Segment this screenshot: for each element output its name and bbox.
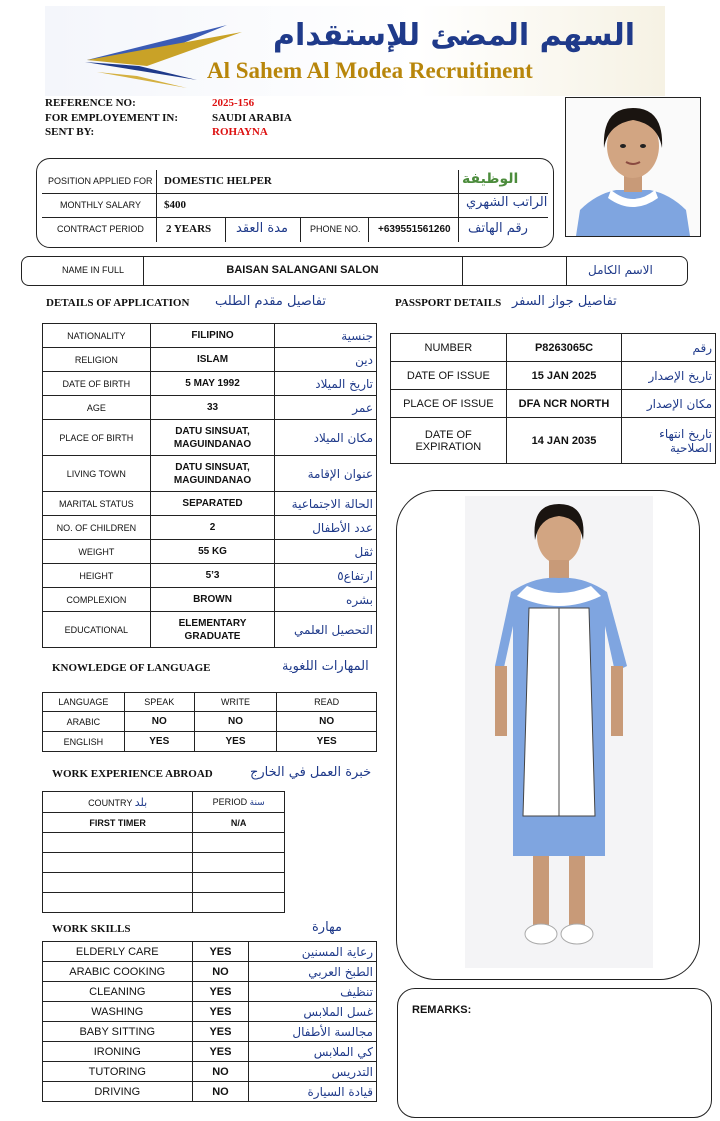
detail-value: 5 MAY 1992 (150, 372, 275, 396)
skill-name-ar: كي الملابس (249, 1042, 377, 1062)
detail-label-ar: ارتفاع٥ (275, 564, 377, 588)
detail-value: 5’3 (150, 564, 275, 588)
detail-value: ISLAM (150, 348, 275, 372)
passport-label: DATE OF EXPIRATION (391, 418, 507, 464)
detail-label-ar: بشره (275, 588, 377, 612)
skill-name: CLEANING (43, 982, 193, 1002)
skill-value: NO (192, 1062, 249, 1082)
passport-value: P8263065C (506, 334, 622, 362)
detail-label-ar: تاريخ الميلاد (275, 372, 377, 396)
speak-header: SPEAK (124, 693, 194, 712)
skill-name: WASHING (43, 1002, 193, 1022)
company-name-english: Al Sahem Al Modea Recruitinent (207, 58, 533, 83)
detail-value: DATU SINSUAT, MAGUINDANAO (150, 420, 275, 456)
table-row (43, 492, 377, 516)
detail-label-ar: دين (275, 348, 377, 372)
experience-period (193, 893, 285, 913)
table-row (43, 1062, 377, 1082)
experience-country (43, 893, 193, 913)
passport-label-ar: تاريخ الإصدار (622, 362, 716, 390)
skill-name-ar: تنظيف (249, 982, 377, 1002)
detail-label: RELIGION (43, 348, 151, 372)
detail-value: 33 (150, 396, 275, 420)
portrait-photo-icon (566, 98, 700, 236)
language-title-ar: المهارات اللغوية (282, 659, 369, 674)
reference-label: REFERENCE NO: (45, 97, 136, 109)
passport-title-ar: تفاصيل جواز السفر (512, 294, 617, 309)
table-row (43, 456, 377, 492)
experience-table (42, 791, 285, 913)
table-row (43, 982, 377, 1002)
detail-label-ar: ثقل (275, 540, 377, 564)
speak-value: YES (124, 732, 194, 752)
skill-name: ELDERLY CARE (43, 942, 193, 962)
experience-period (193, 853, 285, 873)
skill-name: DRIVING (43, 1082, 193, 1102)
language-header: LANGUAGE (43, 693, 125, 712)
detail-value: FILIPINO (150, 324, 275, 348)
table-row (43, 813, 285, 833)
write-header: WRITE (194, 693, 277, 712)
skill-value: NO (192, 1082, 249, 1102)
experience-country (43, 833, 193, 853)
skill-value: YES (192, 1042, 249, 1062)
passport-value: 15 JAN 2025 (506, 362, 622, 390)
detail-value: BROWN (150, 588, 275, 612)
name-label-ar: الاسم الكامل (588, 263, 653, 277)
passport-label-ar: رقم (622, 334, 716, 362)
table-row (43, 833, 285, 853)
table-row (391, 418, 716, 464)
table-row (43, 588, 377, 612)
detail-label: AGE (43, 396, 151, 420)
read-header: READ (277, 693, 377, 712)
table-row (43, 516, 377, 540)
detail-label-ar: مكان الميلاد (275, 420, 377, 456)
table-row (43, 942, 377, 962)
table-row (43, 1022, 377, 1042)
table-row (43, 712, 377, 732)
detail-value: 2 (150, 516, 275, 540)
details-title-ar: تفاصيل مقدم الطلب (215, 294, 326, 309)
language-name: ARABIC (43, 712, 125, 732)
detail-label: COMPLEXION (43, 588, 151, 612)
skill-name: ARABIC COOKING (43, 962, 193, 982)
passport-label-ar: تاريخ انتهاء الصلاحية (622, 418, 716, 464)
table-row (43, 1082, 377, 1102)
passport-label: DATE OF ISSUE (391, 362, 507, 390)
phone-label-ar: رقم الهاتف (468, 221, 528, 236)
detail-label-ar: الحالة الاجتماعية (275, 492, 377, 516)
phone-value: +639551561260 (378, 224, 451, 235)
contract-label: CONTRACT PERIOD (57, 224, 144, 234)
skill-name-ar: رعاية المسنين (249, 942, 377, 962)
table-row (391, 362, 716, 390)
write-value: YES (194, 732, 277, 752)
experience-title: WORK EXPERIENCE ABROAD (52, 768, 213, 780)
detail-value: 55 KG (150, 540, 275, 564)
table-row (43, 732, 377, 752)
country-header: COUNTRY بلد (43, 792, 193, 813)
read-value: NO (277, 712, 377, 732)
position-value: DOMESTIC HELPER (164, 175, 272, 187)
detail-value: SEPARATED (150, 492, 275, 516)
detail-label-ar: التحصيل العلمي (275, 612, 377, 648)
passport-title: PASSPORT DETAILS (395, 297, 502, 309)
table-row (43, 564, 377, 588)
detail-label: EDUCATIONAL (43, 612, 151, 648)
table-row (43, 893, 285, 913)
skills-title-ar: مهارة (312, 920, 343, 935)
table-row (43, 853, 285, 873)
table-row (43, 1002, 377, 1022)
skill-name: TUTORING (43, 1062, 193, 1082)
name-value: BAISAN SALANGANI SALON (226, 264, 379, 276)
experience-period: N/A (193, 813, 285, 833)
remarks-label: REMARKS: (412, 1004, 472, 1016)
company-name-arabic: السهم المضئ للإستقدام (273, 18, 635, 53)
salary-value: $400 (164, 199, 186, 211)
table-row (43, 348, 377, 372)
table-row (43, 372, 377, 396)
skill-name-ar: مجالسة الأطفال (249, 1022, 377, 1042)
detail-label: NATIONALITY (43, 324, 151, 348)
detail-value: ELEMENTARY GRADUATE (150, 612, 275, 648)
applicant-portrait (565, 97, 701, 237)
skills-table (42, 941, 377, 1102)
passport-label: NUMBER (391, 334, 507, 362)
skill-value: YES (192, 1002, 249, 1022)
read-value: YES (277, 732, 377, 752)
table-row (43, 873, 285, 893)
skill-name-ar: غسل الملابس (249, 1002, 377, 1022)
position-label-ar: الوظيفة (462, 171, 519, 187)
skill-value: YES (192, 982, 249, 1002)
skill-value: YES (192, 942, 249, 962)
full-body-photo (465, 496, 653, 968)
write-value: NO (194, 712, 277, 732)
speak-value: NO (124, 712, 194, 732)
language-table (42, 692, 377, 752)
detail-label: LIVING TOWN (43, 456, 151, 492)
detail-value: DATU SINSUAT, MAGUINDANAO (150, 456, 275, 492)
experience-country: FIRST TIMER (43, 813, 193, 833)
experience-title-ar: خبرة العمل في الخارج (250, 765, 372, 780)
logo-banner (45, 6, 665, 96)
experience-country (43, 873, 193, 893)
details-table (42, 323, 377, 648)
position-label: POSITION APPLIED FOR (48, 176, 153, 186)
detail-label-ar: عنوان الإقامة (275, 456, 377, 492)
detail-label: DATE OF BIRTH (43, 372, 151, 396)
contract-value: 2 YEARS (166, 223, 212, 235)
table-row (43, 612, 377, 648)
passport-label-ar: مكان الإصدار (622, 390, 716, 418)
detail-label-ar: جنسية (275, 324, 377, 348)
skill-name-ar: الطبخ العربي (249, 962, 377, 982)
detail-label-ar: عمر (275, 396, 377, 420)
skill-name-ar: التدريس (249, 1062, 377, 1082)
full-body-photo-icon (465, 496, 653, 968)
table-row (391, 334, 716, 362)
skill-value: YES (192, 1022, 249, 1042)
detail-label: NO. OF CHILDREN (43, 516, 151, 540)
name-label: NAME IN FULL (62, 265, 125, 275)
table-row (43, 324, 377, 348)
table-row (43, 1042, 377, 1062)
skill-value: NO (192, 962, 249, 982)
skill-name: BABY SITTING (43, 1022, 193, 1042)
experience-period (193, 833, 285, 853)
phone-label: PHONE NO. (310, 224, 361, 234)
detail-label: WEIGHT (43, 540, 151, 564)
skill-name-ar: قيادة السيارة (249, 1082, 377, 1102)
employment-value: SAUDI ARABIA (212, 112, 292, 124)
table-row (43, 540, 377, 564)
detail-label: MARITAL STATUS (43, 492, 151, 516)
reference-value: 2025-156 (212, 97, 255, 109)
experience-country (43, 853, 193, 873)
language-name: ENGLISH (43, 732, 125, 752)
table-row (43, 396, 377, 420)
skills-title: WORK SKILLS (52, 923, 131, 935)
table-row (43, 420, 377, 456)
detail-label-ar: عدد الأطفال (275, 516, 377, 540)
passport-value: 14 JAN 2035 (506, 418, 622, 464)
period-header: PERIOD سنة (193, 792, 285, 813)
salary-label: MONTHLY SALARY (60, 200, 142, 210)
table-row (391, 390, 716, 418)
sent-by-value: ROHAYNA (212, 126, 268, 138)
detail-label: HEIGHT (43, 564, 151, 588)
language-title: KNOWLEDGE OF LANGUAGE (52, 662, 211, 674)
sent-by-label: SENT BY: (45, 126, 95, 138)
table-row (43, 962, 377, 982)
passport-value: DFA NCR NORTH (506, 390, 622, 418)
contract-label-ar: مدة العقد (236, 221, 288, 236)
skill-name: IRONING (43, 1042, 193, 1062)
passport-table (390, 333, 716, 464)
salary-label-ar: الراتب الشهري (466, 195, 548, 210)
passport-label: PLACE OF ISSUE (391, 390, 507, 418)
details-title: DETAILS OF APPLICATION (46, 297, 190, 309)
experience-period (193, 873, 285, 893)
detail-label: PLACE OF BIRTH (43, 420, 151, 456)
employment-label: FOR EMPLOYEMENT IN: (45, 112, 179, 124)
